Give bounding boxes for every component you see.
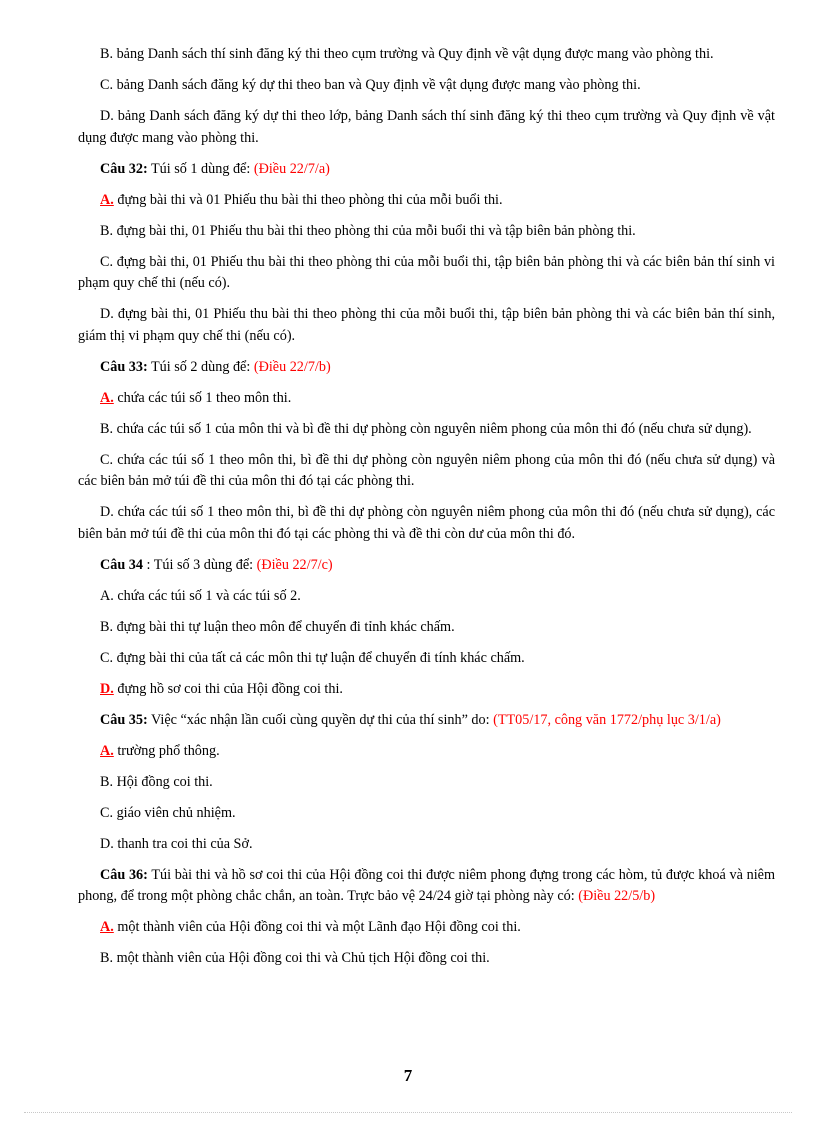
option-letter: D. <box>100 835 114 852</box>
answer-option <box>78 75 775 97</box>
option-text: đựng bài thi tự luận theo môn để chuyển đi tỉnh khác chấm. <box>113 618 455 635</box>
option-letter: D. <box>100 680 114 697</box>
option-letter: A. <box>100 191 114 208</box>
option-letter: A. <box>100 919 114 935</box>
question-text: Túi bài thi và hồ sơ coi thi của Hội đồng coi thi được niêm phong đựng trong các hòm, tủ được khoá và niêm phong, để trong một phòng chắc chắn, an toàn. Trực bảo vệ 24/24 giờ tại phòng này có: <box>78 866 775 904</box>
answer-option <box>78 304 775 347</box>
option-letter: B. <box>100 618 114 635</box>
answer-option <box>78 502 775 545</box>
option-text: trường phổ thông. <box>113 742 220 759</box>
option-letter: D. <box>100 108 114 124</box>
question-text: Túi số 2 dùng để: <box>147 358 254 375</box>
answer-option <box>78 450 775 493</box>
option-text: đựng bài thi của tất cả các môn thi tự luận để chuyển đi tính khác chấm. <box>113 649 525 666</box>
question-number: Câu 36: <box>100 866 148 883</box>
answer-option <box>78 617 775 639</box>
option-letter: A. <box>100 389 114 406</box>
question-text: : Túi số 3 dùng để: <box>142 556 257 573</box>
answer-option <box>78 586 775 608</box>
option-letter: B. <box>100 773 114 790</box>
option-text: chứa các túi số 1 theo môn thi. <box>113 389 292 406</box>
question <box>78 357 775 379</box>
option-text: đựng bài thi, 01 Phiếu thu bài thi theo phòng thi của mỗi buổi thi và tập biên bản phòng thi. <box>113 222 636 239</box>
question <box>78 710 775 732</box>
answer-option <box>78 44 775 66</box>
option-text: bảng Danh sách đăng ký dự thi theo ban và Quy định về vật dụng được mang vào phòng thi. <box>113 77 641 93</box>
option-letter: A. <box>100 742 114 759</box>
option-letter: D. <box>100 306 114 322</box>
question-number: Câu 32: <box>100 160 148 177</box>
option-text: thanh tra coi thi của Sở. <box>113 835 253 852</box>
page-bottom-rule <box>24 1112 792 1113</box>
option-letter: A. <box>100 587 114 604</box>
option-text: một thành viên của Hội đồng coi thi và Chủ tịch Hội đồng coi thi. <box>113 950 490 966</box>
question-number: Câu 33: <box>100 358 148 375</box>
legal-reference: (Điều 22/7/b) <box>253 358 331 375</box>
answer-option <box>78 948 775 970</box>
option-letter: B. <box>100 46 114 62</box>
option-letter: C. <box>100 804 114 821</box>
option-letter: B. <box>100 420 114 437</box>
option-letter: C. <box>100 77 114 93</box>
option-text: bảng Danh sách đăng ký dự thi theo lớp, bảng Danh sách thí sinh đăng ký thi theo cụm trường và Quy định về vật dụng được mang vào phòng thi. <box>78 108 775 146</box>
answer-option <box>78 419 775 441</box>
option-letter: B. <box>100 222 114 239</box>
option-text: đựng bài thi, 01 Phiếu thu bài thi theo phòng thi của mỗi buổi thi, tập biên bản phòng thi và các biên bản thí sinh vi phạm quy chế thi (nếu có). <box>78 253 775 291</box>
question-text: Việc “xác nhận lần cuối cùng quyền dự thi của thí sinh” do: <box>147 711 494 728</box>
answer-option <box>78 772 775 794</box>
option-text: chứa các túi số 1 theo môn thi, bì đề thi dự phòng còn nguyên niêm phong của môn thi đó (nếu chưa sử dụng) và các biên bản mở túi đề thi của môn thi đó tại các phòng thi. <box>78 451 775 489</box>
legal-reference: (TT05/17, công văn 1772/phụ lục 3/1/a) <box>493 711 721 728</box>
option-letter: C. <box>100 451 114 468</box>
legal-reference: (Điều 22/7/a) <box>253 160 330 177</box>
option-text: Hội đồng coi thi. <box>113 773 213 790</box>
option-text: đựng bài thi và 01 Phiếu thu bài thi theo phòng thi của mỗi buổi thi. <box>113 191 503 208</box>
question-number: Câu 34 <box>100 556 143 573</box>
option-letter: D. <box>100 504 114 520</box>
answer-option-correct <box>78 679 775 701</box>
answer-option <box>78 106 775 149</box>
legal-reference: (Điều 22/5/b) <box>578 888 656 904</box>
answer-option <box>78 252 775 295</box>
document-body <box>78 44 775 979</box>
answer-option-correct <box>78 741 775 763</box>
option-text: chứa các túi số 1 và các túi số 2. <box>113 587 301 604</box>
answer-option <box>78 648 775 670</box>
question <box>78 865 775 908</box>
answer-option <box>78 834 775 856</box>
answer-option-correct <box>78 388 775 410</box>
answer-option <box>78 803 775 825</box>
option-letter: B. <box>100 950 114 966</box>
page-number: 7 <box>403 1066 413 1085</box>
answer-option <box>78 221 775 243</box>
legal-reference: (Điều 22/7/c) <box>256 556 333 573</box>
option-letter: C. <box>100 253 114 270</box>
option-text: đựng bài thi, 01 Phiếu thu bài thi theo phòng thi của mỗi buổi thi, tập biên bản phòng thi và các biên bản thí sinh, giám thị vi phạm quy chế thi (nếu có). <box>78 306 775 344</box>
option-text: giáo viên chủ nhiệm. <box>113 804 236 821</box>
option-text: chứa các túi số 1 của môn thi và bì đề thi dự phòng còn nguyên niêm phong của môn thi đó (nếu chưa sử dụng). <box>113 420 752 437</box>
option-text: đựng hồ sơ coi thi của Hội đồng coi thi. <box>113 680 343 697</box>
answer-option-correct <box>78 190 775 212</box>
option-text: chứa các túi số 1 theo môn thi, bì đề thi dự phòng còn nguyên niêm phong của môn thi đó (nếu chưa sử dụng), các biên bản mở túi đề thi của môn thi đó tại các phòng thi và đề thi còn dư của môn thi đó. <box>78 504 775 542</box>
question <box>78 555 775 577</box>
option-text: một thành viên của Hội đồng coi thi và một Lãnh đạo Hội đồng coi thi. <box>113 919 521 935</box>
answer-option-correct <box>78 917 775 939</box>
option-letter: C. <box>100 649 114 666</box>
question <box>78 159 775 181</box>
question-text: Túi số 1 dùng để: <box>147 160 254 177</box>
question-number: Câu 35: <box>100 711 148 728</box>
option-text: bảng Danh sách thí sinh đăng ký thi theo cụm trường và Quy định về vật dụng được mang vào phòng thi. <box>113 46 714 62</box>
